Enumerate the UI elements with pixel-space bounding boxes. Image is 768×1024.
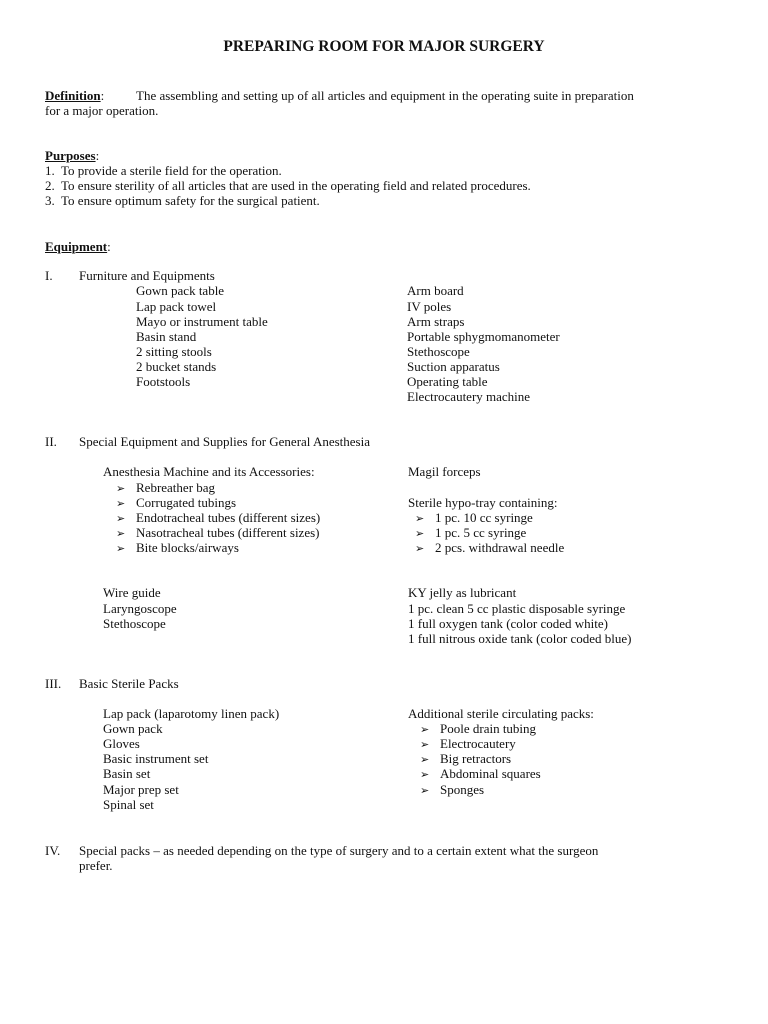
bullet-item: ➢ Poole drain tubing — [420, 721, 536, 737]
circulating-packs-label: Additional sterile circulating packs: — [408, 706, 594, 721]
list-item: Gown pack — [103, 721, 163, 736]
section-number: III. — [45, 676, 62, 691]
bullet-item: ➢ Corrugated tubings — [116, 495, 236, 511]
bullet-item: ➢ 2 pcs. withdrawal needle — [415, 540, 564, 556]
list-item: Basin set — [103, 766, 151, 781]
equipment-colon: : — [107, 239, 111, 254]
equipment-label: Equipment — [45, 239, 108, 254]
section-number: I. — [45, 268, 53, 283]
section-number: II. — [45, 434, 57, 449]
list-item: Magil forceps — [408, 464, 481, 479]
page-title: PREPARING ROOM FOR MAJOR SURGERY — [223, 38, 545, 55]
bullet-item: ➢ Sponges — [420, 782, 484, 798]
section-heading: Basic Sterile Packs — [79, 676, 179, 691]
list-item: Major prep set — [103, 782, 179, 797]
section-heading: Furniture and Equipments — [79, 268, 215, 283]
purposes-colon: : — [95, 148, 100, 163]
bullet-item: ➢ Electrocautery — [420, 736, 516, 752]
list-item: Stethoscope — [407, 344, 470, 359]
anesthesia-machine-label: Anesthesia Machine and its Accessories: — [103, 464, 315, 479]
list-item: Wire guide — [103, 585, 161, 600]
bullet-item: ➢ Big retractors — [420, 751, 511, 767]
definition-line — [45, 88, 104, 103]
list-item: 2 sitting stools — [136, 344, 212, 359]
bullet-item: ➢ 1 pc. 10 cc syringe — [415, 510, 533, 526]
list-item: Spinal set — [103, 797, 154, 812]
definition-colon: : — [100, 88, 105, 103]
list-item: Stethoscope — [103, 616, 166, 631]
list-item: Portable sphygmomanometer — [407, 329, 560, 344]
definition-text: The assembling and setting up of all articles and equipment in the operating suite in preparation — [136, 88, 634, 103]
list-item: Gloves — [103, 736, 140, 751]
hypo-tray-label: Sterile hypo-tray containing: — [408, 495, 558, 510]
list-item: IV poles — [407, 299, 452, 314]
equipment-heading — [45, 239, 111, 254]
section-heading: Special Equipment and Supplies for General Anesthesia — [79, 434, 370, 449]
list-item: 1 full oxygen tank (color coded white) — [408, 616, 608, 631]
list-item: Electrocautery machine — [407, 389, 531, 404]
list-item: Basic instrument set — [103, 751, 209, 766]
purpose-item: 2. To ensure sterility of all articles that are used in the operating field and related procedures. — [45, 178, 531, 193]
bullet-item: ➢ Nasotracheal tubes (different sizes) — [116, 525, 320, 541]
purpose-item: 3. To ensure optimum safety for the surgical patient. — [45, 193, 320, 208]
section-text: Special packs – as needed depending on the type of surgery and to a certain extent what the surgeon — [79, 843, 599, 858]
list-item: 1 full nitrous oxide tank (color coded blue) — [408, 631, 632, 646]
purposes-heading — [45, 148, 99, 163]
list-item: Basin stand — [136, 329, 197, 344]
definition-text-cont: for a major operation. — [45, 103, 159, 118]
section-text-cont: prefer. — [79, 858, 113, 873]
bullet-item: ➢ Bite blocks/airways — [116, 540, 239, 556]
list-item: Arm board — [407, 283, 464, 298]
bullet-item: ➢ Abdominal squares — [420, 766, 541, 782]
purposes-label: Purposes — [45, 148, 96, 163]
bullet-item: ➢ Endotracheal tubes (different sizes) — [116, 510, 320, 526]
list-item: Mayo or instrument table — [136, 314, 268, 329]
list-item: Operating table — [407, 374, 488, 389]
list-item: 2 bucket stands — [136, 359, 217, 374]
list-item: Arm straps — [407, 314, 465, 329]
list-item: Footstools — [136, 374, 191, 389]
bullet-item: ➢ 1 pc. 5 cc syringe — [415, 525, 526, 541]
list-item: KY jelly as lubricant — [408, 585, 517, 600]
list-item: Lap pack (laparotomy linen pack) — [103, 706, 280, 721]
bullet-item: ➢ Rebreather bag — [116, 480, 215, 496]
purpose-item: 1. To provide a sterile field for the operation. — [45, 163, 282, 178]
list-item: Suction apparatus — [407, 359, 500, 374]
list-item: Laryngoscope — [103, 601, 177, 616]
definition-label: Definition — [45, 88, 101, 103]
list-item: Lap pack towel — [136, 299, 217, 314]
list-item: 1 pc. clean 5 cc plastic disposable syringe — [408, 601, 626, 616]
list-item: Gown pack table — [136, 283, 225, 298]
section-number: IV. — [45, 843, 61, 858]
